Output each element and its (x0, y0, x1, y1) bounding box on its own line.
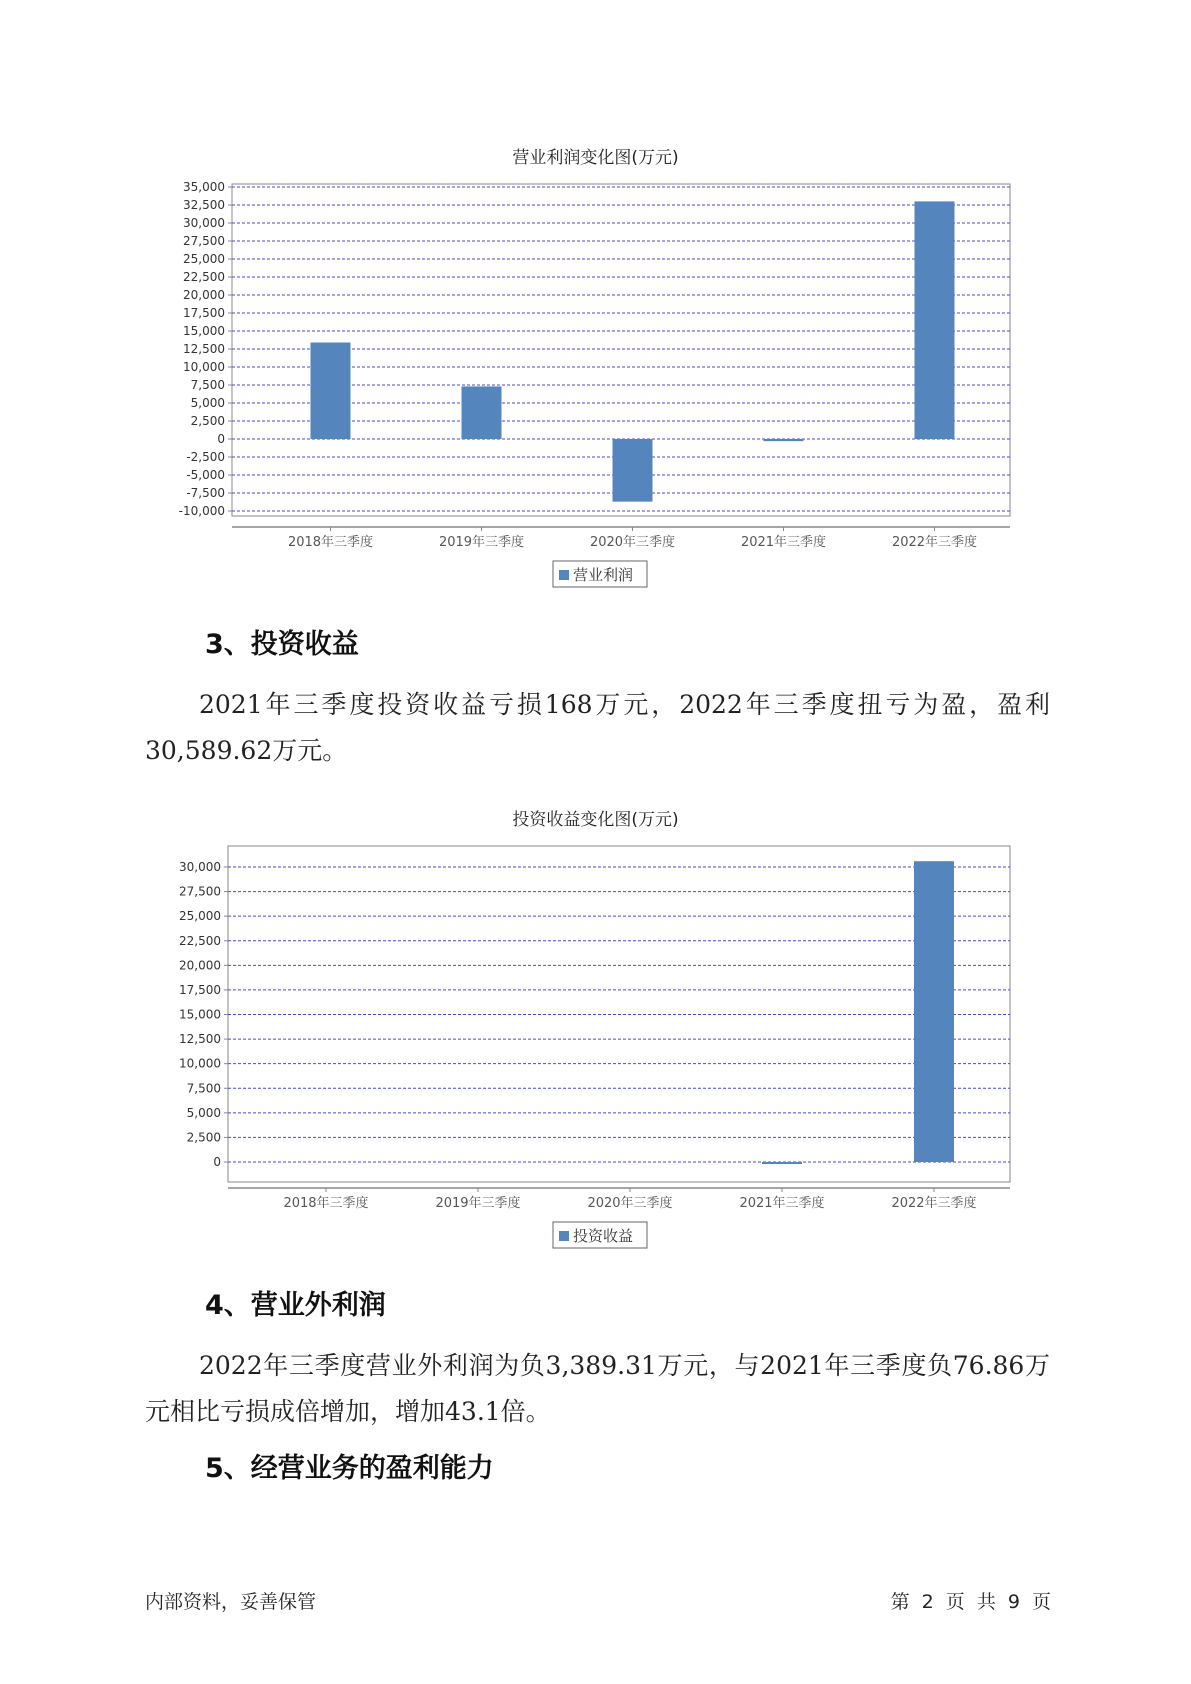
section-4-paragraph: 2022年三季度营业外利润为负3,389.31万元，与2021年三季度负76.86万元相比亏损成倍增加，增加43.1倍。 (145, 1351, 1050, 1426)
y-tick-label: 20,000 (183, 288, 225, 302)
section-5-heading: 5、经营业务的盈利能力 (205, 1453, 494, 1484)
y-tick-label: 0 (213, 1155, 221, 1169)
x-tick-label: 2021年三季度 (740, 535, 827, 550)
y-tick-label: -10,000 (178, 504, 225, 518)
bar-5 (914, 861, 954, 1162)
x-tick-label: 2019年三季度 (435, 1196, 521, 1211)
footer-page-number: 第 2 页 共 9 页 (890, 1591, 1051, 1613)
bar-2 (462, 386, 502, 439)
chart1-title: 营业利润变化图(万元) (512, 148, 679, 168)
y-tick-label: 0 (217, 432, 225, 446)
legend-label: 投资收益 (573, 1227, 634, 1245)
section-3-paragraph: 2021年三季度投资收益亏损168万元，2022年三季度扭亏为盈，盈利30,589.62万元。 (145, 690, 1050, 765)
x-tick-label: 2019年三季度 (438, 535, 525, 550)
legend-label: 营业利润 (573, 566, 634, 584)
x-tick-label: 2022年三季度 (891, 535, 978, 550)
legend-swatch (559, 570, 569, 580)
x-tick-label: 2022年三季度 (891, 1196, 977, 1211)
bar-3 (613, 439, 653, 502)
y-tick-label: -7,500 (186, 486, 225, 500)
y-tick-label: 17,500 (183, 306, 225, 320)
y-tick-label: 17,500 (179, 982, 221, 997)
y-tick-label: -2,500 (186, 450, 225, 464)
y-tick-label: 22,500 (179, 933, 221, 948)
x-tick-label: 2018年三季度 (287, 535, 374, 550)
y-tick-label: 2,500 (186, 1130, 221, 1145)
chart2-title: 投资收益变化图(万元) (512, 810, 679, 830)
legend-swatch (559, 1231, 569, 1241)
y-tick-label: 15,000 (179, 1007, 221, 1022)
y-tick-label: 12,500 (179, 1032, 221, 1047)
y-tick-label: 32,500 (183, 198, 225, 212)
y-tick-label: 30,000 (183, 216, 225, 230)
y-tick-label: 27,500 (183, 234, 225, 248)
bar-4 (764, 439, 804, 441)
y-tick-label: 5,000 (186, 1105, 221, 1120)
y-tick-label: 27,500 (179, 884, 221, 899)
y-tick-label: 12,500 (183, 342, 225, 356)
bar-5 (915, 201, 955, 439)
y-tick-label: 30,000 (179, 860, 221, 874)
bar-4 (762, 1162, 802, 1164)
y-tick-label: 35,000 (183, 180, 225, 194)
y-tick-label: 22,500 (183, 270, 225, 284)
operating-profit-chart (0, 170, 1191, 610)
y-tick-label: 15,000 (183, 324, 225, 338)
bar-1 (311, 343, 351, 439)
y-tick-label: 7,500 (186, 1081, 221, 1096)
y-tick-label: 25,000 (179, 909, 221, 924)
investment-income-chart (0, 832, 1191, 1245)
y-tick-label: -5,000 (186, 468, 225, 482)
y-tick-label: 2,500 (190, 414, 225, 428)
y-tick-label: 10,000 (179, 1056, 221, 1071)
y-tick-label: 20,000 (179, 958, 221, 973)
y-tick-label: 25,000 (183, 252, 225, 266)
footer-confidential-note: 内部资料，妥善保管 (145, 1591, 317, 1613)
y-tick-label: 5,000 (190, 396, 225, 410)
x-tick-label: 2021年三季度 (739, 1196, 825, 1211)
x-tick-label: 2020年三季度 (589, 535, 676, 550)
y-tick-label: 10,000 (183, 360, 225, 374)
section-4-heading: 4、营业外利润 (205, 1290, 386, 1321)
x-tick-label: 2018年三季度 (283, 1196, 369, 1211)
x-tick-label: 2020年三季度 (587, 1196, 673, 1211)
section-3-heading: 3、投资收益 (205, 629, 359, 660)
y-tick-label: 7,500 (190, 378, 225, 392)
